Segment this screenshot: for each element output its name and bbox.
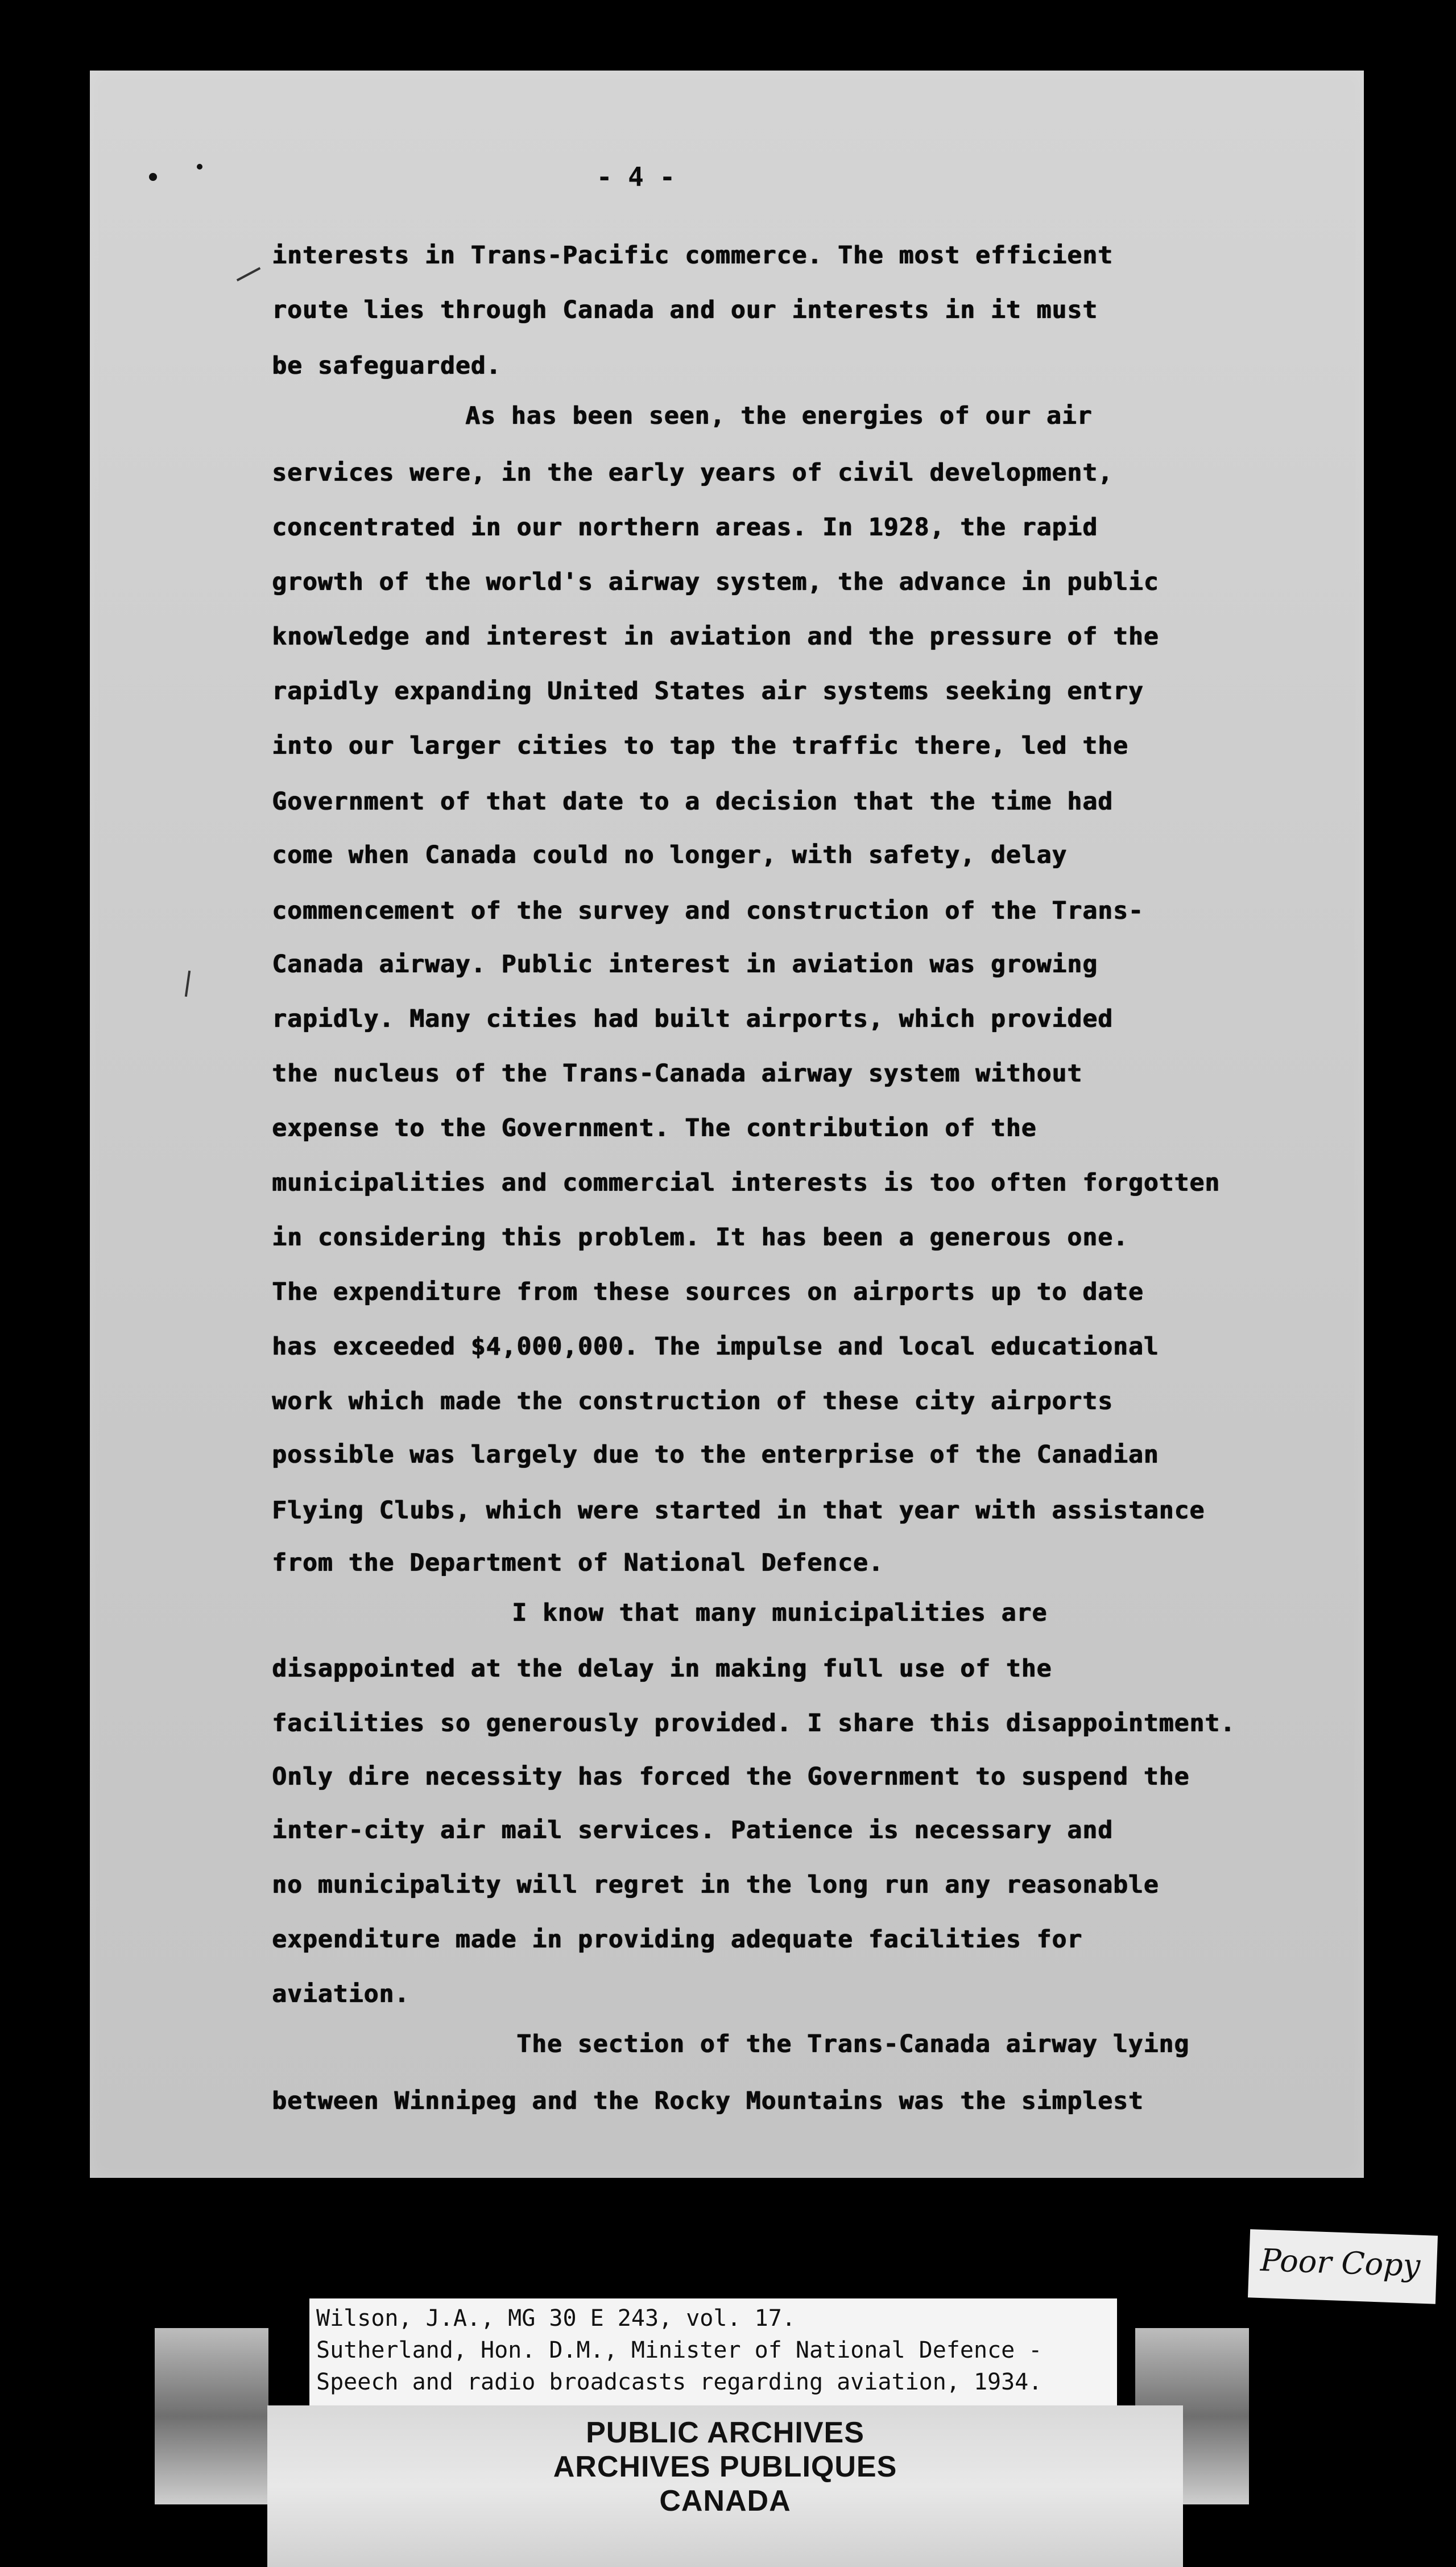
body-text-line: The section of the Trans-Canada airway lying	[516, 2030, 1190, 2058]
body-text-line: I know that many municipalities are	[512, 1599, 1048, 1627]
body-text-line: be safeguarded.	[272, 352, 502, 380]
body-text-line: Government of that date to a decision that the time had	[272, 787, 1113, 816]
body-text-line: into our larger cities to tap the traffic there, led the	[272, 732, 1128, 760]
body-text-line: come when Canada could no longer, with safety, delay	[272, 841, 1068, 869]
margin-mark	[237, 267, 260, 281]
body-text-line: municipalities and commercial interests is too often forgotten	[272, 1169, 1221, 1197]
archives-stamp-line: CANADA	[659, 2485, 791, 2518]
page-number: - 4 -	[596, 162, 676, 192]
body-text-line: disappointed at the delay in making full use of the	[272, 1654, 1052, 1683]
archive-label	[309, 2298, 1117, 2407]
body-text-line: route lies through Canada and our interests in it must	[272, 296, 1098, 324]
margin-dot	[149, 173, 157, 181]
body-text-line: in considering this problem. It has been a generous one.	[272, 1223, 1128, 1252]
body-text-line: work which made the construction of these city airports	[272, 1387, 1113, 1415]
body-text-line: services were, in the early years of civil development,	[272, 459, 1113, 487]
body-text-line: rapidly. Many cities had built airports, which provided	[272, 1005, 1113, 1033]
archive-label-line: Wilson, J.A., MG 30 E 243, vol. 17.	[316, 2305, 796, 2331]
body-text-line: expenditure made in providing adequate facilities for	[272, 1925, 1083, 1954]
body-text-line: Only dire necessity has forced the Government to suspend the	[272, 1763, 1190, 1791]
body-text-line: between Winnipeg and the Rocky Mountains was the simplest	[272, 2087, 1144, 2115]
body-text-line: has exceeded $4,000,000. The impulse and local educational	[272, 1332, 1159, 1361]
archives-stamp	[267, 2405, 1183, 2567]
archive-label-line: Speech and radio broadcasts regarding aviation, 1934.	[316, 2369, 1043, 2395]
body-text-line: possible was largely due to the enterprise of the Canadian	[272, 1441, 1159, 1469]
body-text-line: Flying Clubs, which were started in that year with assistance	[272, 1496, 1205, 1525]
archive-label-line: Sutherland, Hon. D.M., Minister of National Defence -	[316, 2337, 1043, 2363]
body-text-line: rapidly expanding United States air systems seeking entry	[272, 677, 1144, 705]
margin-mark	[185, 971, 191, 997]
body-text-line: the nucleus of the Trans-Canada airway system without	[272, 1059, 1083, 1088]
body-text-line: concentrated in our northern areas. In 1928, the rapid	[272, 513, 1098, 542]
archives-stamp-line: PUBLIC ARCHIVES	[586, 2416, 864, 2449]
archives-stamp-line: ARCHIVES PUBLIQUES	[553, 2450, 897, 2483]
body-text-line: Canada airway. Public interest in aviation was growing	[272, 950, 1098, 979]
body-text-line: facilities so generously provided. I share this disappointment.	[272, 1709, 1235, 1738]
body-text-line: As has been seen, the energies of our air	[465, 402, 1093, 430]
binder-clip-left	[155, 2328, 268, 2504]
body-text-line: inter-city air mail services. Patience is necessary and	[272, 1816, 1113, 1844]
poor-copy-text: Poor Copy	[1260, 2242, 1421, 2284]
body-text-line: from the Department of National Defence.	[272, 1549, 884, 1577]
body-text-line: aviation.	[272, 1980, 410, 2008]
poor-copy-note	[1248, 2229, 1438, 2304]
body-text-line: knowledge and interest in aviation and the pressure of the	[272, 622, 1159, 651]
body-text-line: The expenditure from these sources on airports up to date	[272, 1278, 1144, 1306]
body-text-line: expense to the Government. The contribution of the	[272, 1114, 1037, 1142]
body-text-line: no municipality will regret in the long run any reasonable	[272, 1871, 1159, 1899]
margin-dot	[197, 164, 202, 170]
body-text-line: growth of the world's airway system, the advance in public	[272, 568, 1159, 596]
body-text-line: interests in Trans-Pacific commerce. The most efficient	[272, 241, 1113, 270]
body-text-line: commencement of the survey and construction of the Trans-	[272, 897, 1144, 925]
